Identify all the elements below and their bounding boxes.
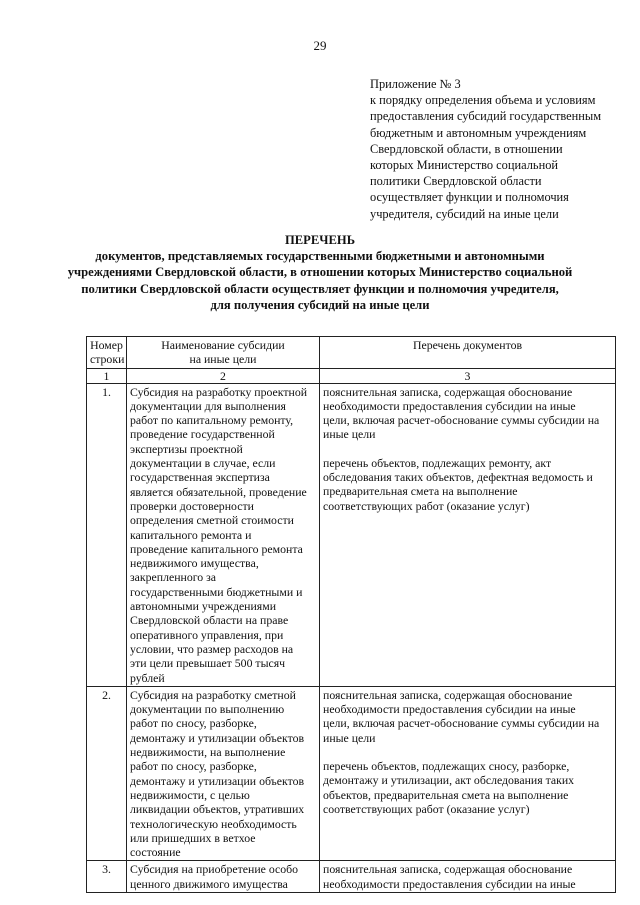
document-line: необходимости предоставления субсидии на иные — [323, 876, 576, 891]
appendix-note — [370, 76, 620, 222]
subsidy-name-line: государственными бюджетными и — [130, 584, 303, 599]
document-line: пояснительная записка, содержащая обоснование — [323, 384, 573, 399]
subsidy-name-line: оперативного управления, при — [130, 627, 284, 642]
subsidy-name-line: проверки достоверности — [130, 498, 254, 513]
document-title — [0, 232, 640, 313]
document-line: перечень объектов, подлежащих сносу, разборке, — [323, 759, 570, 774]
paragraph-gap — [323, 442, 612, 456]
document-line: цели, включая расчет-обоснование суммы субсидии на — [323, 716, 600, 731]
document-paragraph — [323, 688, 612, 745]
subsidy-name-line: ликвидации объектов, утративших — [130, 802, 305, 817]
subsidy-name-line: недвижимого имущества, — [130, 556, 259, 571]
subsidy-name-line: документации по выполнению — [130, 702, 285, 717]
column-number: 2 — [127, 368, 320, 383]
appendix-line: бюджетным и автономным учреждениям — [370, 125, 587, 140]
subsidy-name-line: недвижимости, с целью — [130, 787, 250, 802]
document-line: пояснительная записка, содержащая обоснование — [323, 862, 573, 877]
subsidy-name-line: Субсидия на приобретение особо — [130, 862, 299, 877]
paragraph-gap — [323, 745, 612, 759]
document-paragraph — [323, 385, 612, 442]
subsidy-name-line: Свердловской области на праве — [130, 613, 289, 628]
subsidy-name-line: состояние — [130, 845, 181, 860]
subsidy-name-line: автономными учреждениями — [130, 599, 277, 614]
title-line: учреждениями Свердловской области, в отношении которых Министерство социальной — [67, 265, 573, 280]
subsidy-name-line: определения сметной стоимости — [130, 513, 294, 528]
header-subsidy-name: Наименование субсидии на иные цели — [127, 337, 320, 369]
subsidy-name-line: ценного движимого имущества — [130, 876, 288, 891]
column-number-row — [87, 368, 616, 383]
document-line: соответствующих работ (оказание услуг) — [323, 498, 530, 513]
subsidy-name-line: документации для выполнения — [130, 398, 286, 413]
appendix-line: которых Министерство социальной — [370, 158, 559, 173]
subsidy-name — [127, 861, 320, 893]
document-line: необходимости предоставления субсидии на иные — [323, 702, 576, 717]
row-number: 2. — [87, 686, 127, 861]
subsidy-name-line: или пришедших в ветхое — [130, 830, 256, 845]
appendix-line: к порядку определения объема и условиям — [370, 93, 596, 108]
document-line: соответствующих работ (оказание услуг) — [323, 801, 530, 816]
appendix-line: учредителя, субсидий на иные цели — [370, 206, 559, 221]
table-header-row — [87, 337, 616, 369]
subsidy-name-line: работ по сносу, разборке, — [130, 716, 257, 731]
row-number: 1. — [87, 383, 127, 686]
title-line: политики Свердловской области осуществляет функции и полномочия учредителя, — [81, 281, 559, 296]
documents-table — [86, 336, 616, 893]
table-row — [87, 861, 616, 893]
appendix-line: Приложение № 3 — [370, 77, 461, 91]
subsidy-name-line: закрепленного за — [130, 570, 217, 585]
table-row — [87, 686, 616, 861]
column-number: 1 — [87, 368, 127, 383]
subsidy-name-line: работ по сносу, разборке, — [130, 759, 257, 774]
document-paragraph — [323, 759, 612, 816]
subsidy-name-line: государственная экспертиза — [130, 470, 270, 485]
subsidy-name-line: экспертизы проектной — [130, 441, 243, 456]
subsidy-name-line: является обязательной, проведение — [130, 484, 307, 499]
subsidy-name-line: эти цели превышает 500 тысяч — [130, 656, 286, 671]
documents-list — [320, 383, 616, 686]
document-line: предварительная смета на выполнение — [323, 484, 518, 499]
subsidy-name-line: проведение капитального ремонта — [130, 541, 303, 556]
document-line: иные цели — [323, 730, 376, 745]
document-line: объектов, предварительная смета на выполнение — [323, 787, 569, 802]
subsidy-name-line: Субсидия на разработку сметной — [130, 687, 296, 702]
subsidy-name-line: Субсидия на разработку проектной — [130, 384, 308, 399]
title-line: документов, представляемых государственными бюджетными и автономными — [95, 249, 545, 264]
appendix-line: предоставления субсидий государственным — [370, 109, 602, 124]
subsidy-name — [127, 383, 320, 686]
subsidy-name-line: рублей — [130, 670, 165, 685]
subsidy-name-line: проведение государственной — [130, 427, 275, 442]
subsidy-name-line: демонтажу и утилизации объектов — [130, 730, 305, 745]
appendix-line: политики Свердловской области — [370, 174, 542, 189]
document-line: пояснительная записка, содержащая обоснование — [323, 687, 573, 702]
document-paragraph — [323, 456, 612, 513]
subsidy-name-line: недвижимости, на выполнение — [130, 745, 286, 760]
document-line: обследования таких объектов, дефектная ведомость и — [323, 470, 593, 485]
appendix-line: Свердловской области, в отношении — [370, 141, 563, 156]
document-line: перечень объектов, подлежащих ремонту, акт — [323, 455, 552, 470]
document-line: необходимости предоставления субсидии на иные — [323, 398, 576, 413]
table-row — [87, 383, 616, 686]
subsidy-name-line: документации в случае, если — [130, 456, 276, 471]
document-line: иные цели — [323, 427, 376, 442]
header-row-number: Номер строки — [87, 337, 127, 369]
subsidy-name-line: работ по капитальному ремонту, — [130, 413, 294, 428]
document-line: цели, включая расчет-обоснование суммы субсидии на — [323, 413, 600, 428]
row-number: 3. — [87, 861, 127, 893]
subsidy-name-line: демонтажу и утилизации объектов — [130, 773, 305, 788]
appendix-line: осуществляет функции и полномочия — [370, 190, 569, 205]
documents-list — [320, 861, 616, 893]
title-heading: ПЕРЕЧЕНЬ — [284, 233, 356, 247]
documents-list — [320, 686, 616, 861]
document-paragraph — [323, 862, 612, 891]
subsidy-name-line: условии, что размер расходов на — [130, 641, 294, 656]
header-documents-list: Перечень документов — [320, 337, 616, 369]
subsidy-name-line: технологическую необходимость — [130, 816, 297, 831]
subsidy-name — [127, 686, 320, 861]
column-number: 3 — [320, 368, 616, 383]
table-body — [87, 383, 616, 892]
page-number: 29 — [313, 38, 327, 53]
subsidy-name-line: капитального ремонта и — [130, 527, 252, 542]
title-line: для получения субсидий на иные цели — [210, 297, 430, 312]
document-line: демонтажу и утилизации, акт обследования таких — [323, 773, 575, 788]
